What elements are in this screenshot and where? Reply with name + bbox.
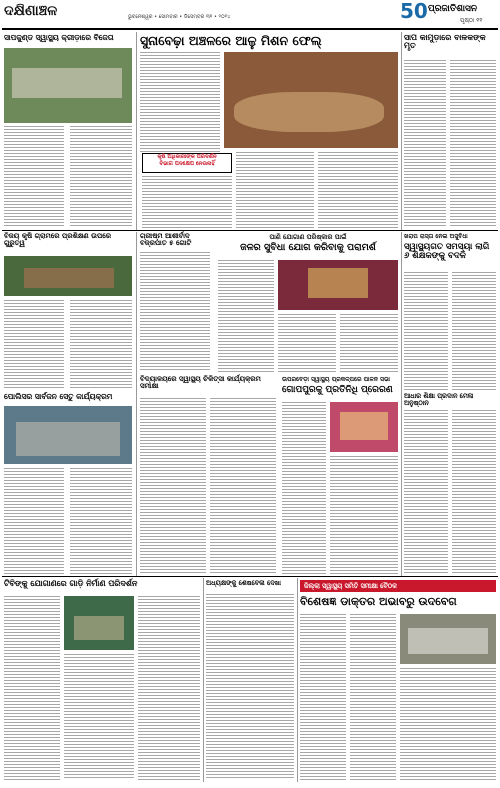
article-text bbox=[236, 152, 314, 228]
column-divider bbox=[136, 232, 137, 576]
logo-number: 50 bbox=[400, 0, 428, 23]
headline-delegation: ଗୋପପୁରକୁ ପ୍ରତିନିଧି ପ୍ରେରଣ bbox=[282, 385, 393, 395]
article-text bbox=[142, 176, 232, 228]
headline-potato-mission: ସୁନାବେଢ଼ା ଅଞ୍ଚଳରେ ଆଳୁ ମିଶନ ଫେଲ୍ bbox=[140, 33, 322, 48]
kicker-water: ପାଣି ଯୋଗାଣ ପରିଷ୍କାର ପାଇଁ bbox=[269, 233, 347, 241]
article-text bbox=[404, 410, 448, 574]
article-text bbox=[140, 52, 220, 152]
article-text bbox=[404, 60, 446, 228]
column-divider bbox=[297, 578, 298, 782]
headline-agri-training: ବିଜୟ କୃଷି ଗ୍ରାମରେ ପ୍ରଶିକ୍ଷଣ ଉପରେ ଗୁରୁତ୍ୱ bbox=[4, 232, 112, 248]
column-divider bbox=[401, 232, 402, 576]
article-text bbox=[350, 614, 396, 780]
photo-committee bbox=[400, 614, 496, 664]
photo-sports bbox=[4, 48, 132, 123]
headline-sports: ସାପକୁଣ୍ଡ ସ୍ୱାସ୍ଥ୍ୟ କ୍ରୀଡ଼ାରେ ବିଜେତା bbox=[4, 33, 114, 42]
headline-police-bridge: ପୋଲିସର ସାର୍ବଜନ ସେତୁ କାର୍ଯ୍ୟକ୍ରମ bbox=[4, 392, 113, 401]
headline-snakebite: ସାପ କାମୁଡ଼ାରେ ବାଳକଙ୍କ ମୃତ bbox=[404, 33, 486, 51]
headline-chairman: ଅଧ୍ୟକ୍ଷଙ୍କୁ ଶେଷବେଳା ଦେଖା bbox=[206, 579, 282, 587]
masthead-rule bbox=[2, 28, 498, 30]
article-text bbox=[278, 314, 336, 372]
article-text bbox=[70, 468, 132, 574]
column-divider bbox=[401, 32, 402, 230]
article-text bbox=[138, 596, 200, 780]
article-text bbox=[70, 126, 132, 228]
article-text bbox=[4, 300, 64, 390]
kicker-health-committee: ଜିଲ୍ଲା ସ୍ୱାସ୍ଥ୍ୟ ସମିତି ସମୀକ୍ଷା ବୈଠକ bbox=[300, 580, 496, 592]
headline-aadhaar: ଆଧାର ଶିକ୍ଷା ପ୍ରଦାନ ମେଳା ଅନୁଷ୍ଠାନ bbox=[404, 392, 474, 407]
article-text bbox=[300, 614, 346, 780]
article-text bbox=[4, 468, 64, 574]
article-text bbox=[218, 260, 274, 372]
photo-potato-field bbox=[224, 52, 398, 148]
headline-lightning: ଗ୍ରୀଷ୍ମ ଆଶୀର୍ବାଦ ବଜ୍ରପାତ ୫ ଗୋଟି bbox=[140, 232, 192, 248]
article-text bbox=[340, 314, 398, 372]
photo-training bbox=[4, 256, 132, 296]
row-divider bbox=[2, 230, 498, 231]
box-subhead bbox=[142, 153, 232, 173]
article-text bbox=[404, 272, 448, 390]
photo-vehicle bbox=[64, 596, 134, 650]
article-text bbox=[4, 596, 60, 780]
row-divider bbox=[2, 576, 498, 577]
article-text bbox=[64, 654, 134, 780]
headline-school-health: ବିଦ୍ୟାଳୟରେ ସ୍ୱାସ୍ଥ୍ୟ ଚିକିତ୍ସା କାର୍ଯ୍ୟକ୍ରମ ସମୀକ୍ଷା bbox=[140, 375, 261, 391]
article-text bbox=[450, 60, 496, 228]
article-text bbox=[452, 272, 496, 390]
article-text bbox=[140, 398, 206, 574]
headline-teachers-transfer: ସ୍ୱାସ୍ଥ୍ୟଗତ ସମସ୍ୟା ଲାଗି ୬ ଶିକ୍ଷକଙ୍କୁ ବଦଳି bbox=[404, 242, 490, 261]
photo-stage bbox=[330, 402, 398, 452]
article-text bbox=[318, 152, 398, 228]
headline-water-supply: ଜଳର ସୁବିଧା ଯୋଗ କରିବାକୁ ପରାମର୍ଶ bbox=[240, 242, 376, 253]
box-subhead-line1: କୃଷି ଅଧିକାରୀଙ୍କ ପରିଦର୍ଶନ bbox=[157, 154, 217, 160]
dateline: ଭୁବନେଶ୍ୱର • ସୋମବାର • ଡିସେମ୍ବର ୩୧ • ୨୦୨୪ bbox=[128, 14, 231, 20]
article-text bbox=[70, 300, 132, 390]
headline-doctor-shortage: ବିଶେଷଜ୍ଞ ଡାକ୍ତର ଅଭାବରୁ ଉଦବେଗ bbox=[300, 595, 457, 608]
article-text bbox=[140, 252, 210, 372]
photo-police bbox=[4, 406, 132, 464]
page-number: ପୃଷ୍ଠା ୧୧ bbox=[460, 17, 483, 24]
box-subhead-line2: ବିଭାଗ ପଦକ୍ଷେପ ନେଉନାହିଁ bbox=[159, 161, 215, 167]
article-text bbox=[400, 668, 496, 780]
article-text bbox=[4, 126, 64, 228]
kicker-road: ଖରାପ ରାସ୍ତା ନେଇ ଅସୁବିଧା bbox=[404, 233, 468, 240]
masthead bbox=[0, 0, 500, 30]
kicker-health-project: ଉପରବେଡ଼ା ସ୍ୱାସ୍ଥ୍ୟ ପ୍ରକଳ୍ପରେ ପାଳନ ସଭା bbox=[282, 376, 391, 383]
headline-tb-vehicle: ଟିବିଙ୍କୁ ଯୋଗାଣରେ ଗାଡ଼ି ନିର୍ମାଣ ପରିଦର୍ଶନ bbox=[4, 579, 138, 588]
section-name: ଦକ୍ଷିଣାଞ୍ଚଳ bbox=[4, 3, 58, 19]
article-text bbox=[330, 456, 398, 574]
column-divider bbox=[136, 32, 137, 230]
article-text bbox=[282, 402, 326, 574]
article-text bbox=[210, 398, 276, 574]
column-divider bbox=[203, 578, 204, 782]
paper-logo bbox=[400, 2, 496, 26]
article-text bbox=[206, 594, 294, 780]
article-text bbox=[452, 410, 496, 574]
photo-meeting bbox=[278, 260, 398, 310]
paper-name: ପ୍ରଜାତିଶାସନ bbox=[428, 4, 478, 14]
